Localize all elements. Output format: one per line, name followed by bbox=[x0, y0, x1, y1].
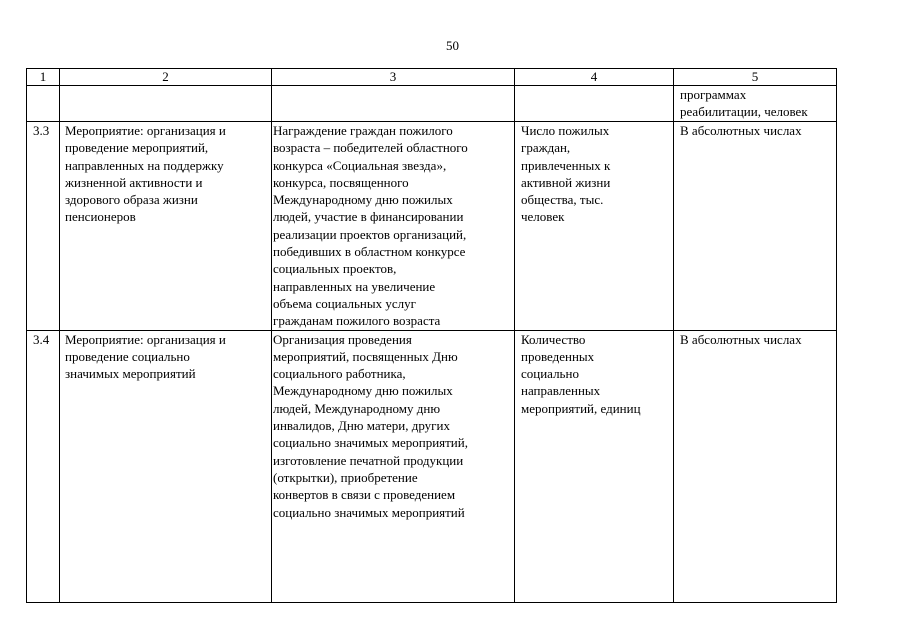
header-cell-1: 1 bbox=[27, 69, 60, 86]
unit-cell: В абсолютных числах bbox=[674, 122, 837, 331]
header-cell-3: 3 bbox=[272, 69, 515, 86]
event-cell: Мероприятие: организация и проведение мероприятий, направленных на поддержку жизненной активности и здорового образа жизни пенсионеров bbox=[60, 122, 272, 331]
indicator-cell: Число пожилых граждан, привлеченных к активной жизни общества, тыс. человек bbox=[515, 122, 674, 331]
table-row bbox=[27, 330, 837, 602]
page-number: 50 bbox=[446, 38, 459, 53]
header-row bbox=[27, 69, 837, 86]
continuation-cell-3 bbox=[272, 86, 515, 122]
indicators-table bbox=[26, 68, 837, 603]
continuation-cell-5: программах реабилитации, человек bbox=[674, 86, 837, 122]
continuation-cell-4 bbox=[515, 86, 674, 122]
continuation-cell-1 bbox=[27, 86, 60, 122]
event-cell: Мероприятие: организация и проведение социально значимых мероприятий bbox=[60, 330, 272, 602]
header-cell-5: 5 bbox=[674, 69, 837, 86]
description-cell: Организация проведения мероприятий, посвященных Дню социального работника, Международному дню пожилых людей, Международному дню инвалидов, Дню матери, других социально значимых мероприятий, изготовление печатной продукции (открытки), приобретение конвертов в связи с проведением социально значимых мероприятий bbox=[272, 330, 515, 602]
continuation-cell-2 bbox=[60, 86, 272, 122]
continuation-row bbox=[27, 86, 837, 122]
table-row bbox=[27, 122, 837, 331]
header-cell-2: 2 bbox=[60, 69, 272, 86]
header-cell-4: 4 bbox=[515, 69, 674, 86]
row-number: 3.4 bbox=[27, 330, 60, 602]
description-cell: Награждение граждан пожилого возраста – победителей областного конкурса «Социальная звезда», конкурса, посвященного Международному дню пожилых людей, участие в финансировании реализации проектов организаций, победивших в областном конкурсе социальных проектов, направленных на увеличение объема социальных услуг гражданам пожилого возраста bbox=[272, 122, 515, 331]
row-number: 3.3 bbox=[27, 122, 60, 331]
indicator-cell: Количество проведенных социально направленных мероприятий, единиц bbox=[515, 330, 674, 602]
unit-cell: В абсолютных числах bbox=[674, 330, 837, 602]
